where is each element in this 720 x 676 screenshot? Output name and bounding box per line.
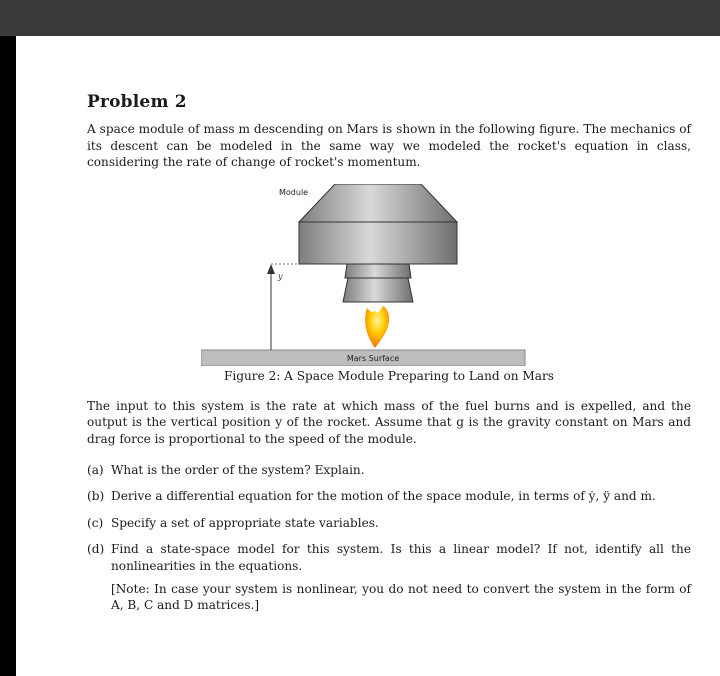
question-list [87,462,691,614]
module-body [299,222,457,264]
flame-exhaust [365,306,389,348]
space-module-diagram [201,184,627,366]
question-a [87,462,691,479]
question-marker: (a) [87,462,104,477]
question-text: Derive a differential equation for the motion of the space module, in terms of ẏ, ÿ and ṁ. [111,489,656,504]
question-b [87,488,691,505]
question-d [87,541,691,613]
question-marker: (d) [87,542,105,557]
y-arrow-head [267,264,275,274]
module-neck [345,264,411,278]
figure-2 [87,184,691,388]
top-bar [0,0,720,36]
question-marker: (c) [87,515,104,530]
question-marker: (b) [87,489,105,504]
figure-caption: Figure 2: A Space Module Preparing to Land on Mars [224,368,554,383]
y-label: y [278,271,283,281]
intro-paragraph: A space module of mass m descending on Mars is shown in the following figure. The mechanics of its descent can be modeled in the same way we modeled the rocket's equation in class, considering the rate of change of rocket's momentum. [87,122,691,170]
system-description: The input to this system is the rate at which mass of the fuel burns and is expelled, and the output is the vertical position y of the rocket. Assume that g is the gravity constant on Mars and drag force is proportional to the speed of the module. [87,398,691,446]
module-label: Module [279,187,309,197]
question-text: Specify a set of appropriate state variables. [111,515,379,530]
question-text: What is the order of the system? Explain. [111,462,365,477]
document-page [16,36,720,676]
problem-content [87,92,691,624]
surface-label: Mars Surface [346,353,400,363]
problem-title: Problem 2 [87,92,187,112]
left-strip [0,36,16,676]
module-nozzle [343,278,413,302]
question-c [87,515,691,532]
question-text: Find a state-space model for this system. Is this a linear model? If not, identify all the nonlinearities in the equations. [111,542,691,573]
question-note: [Note: In case your system is nonlinear, you do not need to convert the system in the form of A, B, C and D matrices.] [111,581,691,613]
module-cone [299,184,457,222]
